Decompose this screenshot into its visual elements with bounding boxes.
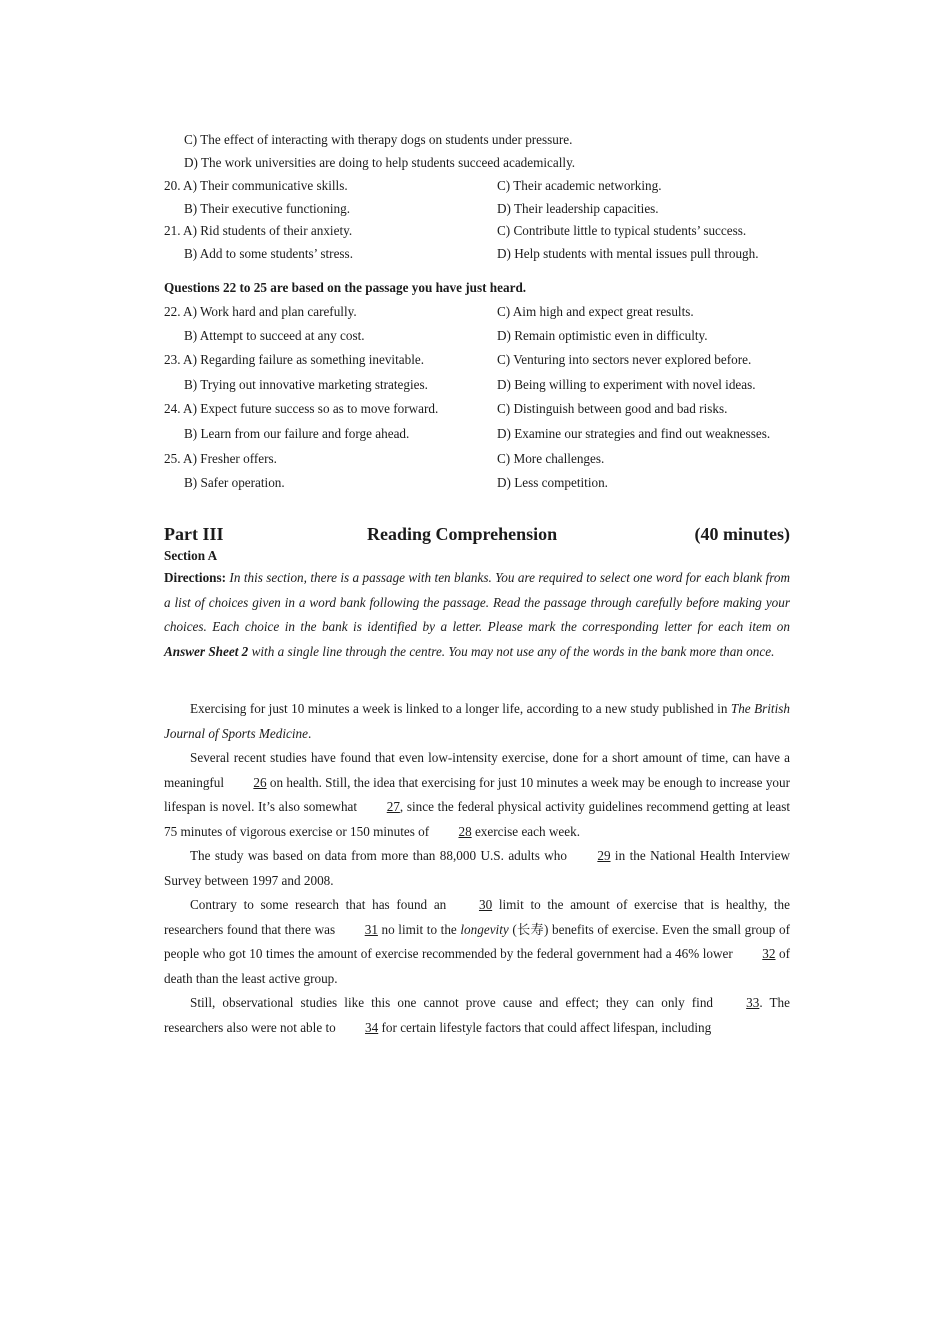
- q22-option-d: D) Remain optimistic even in difficulty.: [497, 328, 708, 343]
- text: .: [307, 725, 312, 741]
- part-heading: [164, 522, 790, 548]
- q20-option-c: C) Their academic networking.: [497, 178, 662, 193]
- q21-option-a: 21. A) Rid students of their anxiety.: [164, 223, 353, 238]
- q20-option-d: D) Their leadership capacities.: [497, 201, 659, 216]
- passage-paragraph-5: [164, 991, 790, 1040]
- q22-option-c: C) Aim high and expect great results.: [497, 304, 694, 319]
- q23-option-c: C) Venturing into sectors never explored before.: [497, 352, 752, 367]
- q24-option-d: D) Examine our strategies and find out weaknesses.: [497, 426, 771, 441]
- q19-option-c: C) The effect of interacting with therapy dogs on students under pressure.: [184, 132, 573, 147]
- text: exercise each week.: [471, 823, 581, 839]
- text: limit to the amount of exercise that is healthy, the researchers found that there was: [164, 897, 790, 937]
- blank-27: 27: [386, 799, 400, 814]
- section-label: Section A: [164, 548, 218, 563]
- text: on health. Still, the idea that exercising for just 10 minutes a week may be enough to increase your lifespan is novel. It’s also somewhat: [164, 774, 791, 814]
- blank-31: 31: [364, 921, 378, 937]
- q24-option-b: B) Learn from our failure and forge ahead.: [184, 426, 410, 441]
- text: Still, observational studies like this one cannot prove cause and effect; they can only find: [190, 995, 721, 1010]
- text: no limit to the: [377, 921, 461, 937]
- q21-option-d: D) Help students with mental issues pull through.: [497, 246, 759, 261]
- reading-passage: [164, 697, 790, 1040]
- text: Several recent studies have found that even low-intensity exercise, done for a short amount of time, can have a meaningful: [164, 750, 790, 790]
- q25-option-c: C) More challenges.: [497, 451, 605, 466]
- directions-text-1: In this section, there is a passage with ten blanks. You are required to select one word for each blank from a list of choices given in a word bank following the passage. Read the passage through carefully before making your choices. Each choice in the bank is identified by a letter. Please mark the corresponding letter for each item on: [164, 570, 790, 634]
- q23-option-b: B) Trying out innovative marketing strategies.: [184, 377, 428, 392]
- text: , since the federal physical activity guidelines recommend getting at least 75 minutes of vigorous exercise or 150 minutes of: [164, 799, 790, 839]
- q25-option-b: B) Safer operation.: [184, 475, 285, 490]
- blank-28: 28: [458, 823, 472, 839]
- q21-option-b: B) Add to some students’ stress.: [184, 246, 353, 261]
- q23-option-a: 23. A) Regarding failure as something inevitable.: [164, 352, 425, 367]
- text: of death than the least active group.: [164, 946, 790, 986]
- q23-option-d: D) Being willing to experiment with novel ideas.: [497, 377, 756, 392]
- q24-option-c: C) Distinguish between good and bad risks.: [497, 401, 728, 416]
- journal-title: The British Journal of Sports Medicine: [164, 701, 790, 741]
- text: in the National Health Interview Survey between 1997 and 2008.: [164, 848, 790, 888]
- text: Exercising for just 10 minutes a week is linked to a longer life, according to a new study published in: [190, 701, 731, 716]
- part-title: Reading Comprehension: [367, 524, 558, 544]
- blank-30: 30: [478, 897, 493, 912]
- q21-option-c: C) Contribute little to typical students’ success.: [497, 223, 747, 238]
- q19-option-d: D) The work universities are doing to help students succeed academically.: [184, 155, 576, 170]
- blank-26: 26: [253, 774, 267, 790]
- q25-option-a: 25. A) Fresher offers.: [164, 451, 277, 466]
- longevity-term: longevity: [460, 921, 509, 937]
- text: Contrary to some research that has found an: [190, 897, 453, 912]
- q20-option-b: B) Their executive functioning.: [184, 201, 351, 216]
- blank-29: 29: [597, 848, 611, 863]
- text: The study was based on data from more than 88,000 U.S. adults who: [190, 848, 572, 863]
- blank-33: 33: [746, 995, 760, 1010]
- text: for certain lifestyle factors that could affect lifespan, including: [378, 1019, 712, 1035]
- passage-paragraph-1: [164, 697, 790, 746]
- q25-option-d: D) Less competition.: [497, 475, 608, 490]
- blank-32: 32: [762, 946, 776, 961]
- passage-paragraph-4: [164, 893, 790, 991]
- passage-paragraph-2: [164, 746, 790, 844]
- passage-paragraph-3: [164, 844, 790, 893]
- q24-option-a: 24. A) Expect future success so as to move forward.: [164, 401, 439, 416]
- passage-heading: Questions 22 to 25 are based on the passage you have just heard.: [164, 280, 527, 295]
- text: benefits of exercise. Even the small group of people who got 10 times the amount of exercise recommended by the federal government had a 46% lower: [164, 921, 790, 961]
- chinese-gloss: (长寿): [508, 921, 549, 937]
- part-time: (40 minutes): [694, 524, 790, 544]
- directions-label: Directions:: [164, 570, 227, 585]
- text: . The researchers also were not able to: [164, 995, 791, 1035]
- q22-option-b: B) Attempt to succeed at any cost.: [184, 328, 365, 343]
- directions: [164, 566, 790, 664]
- q20-option-a: 20. A) Their communicative skills.: [164, 178, 348, 193]
- directions-text-2: with a single line through the centre. You may not use any of the words in the bank more than once.: [248, 643, 775, 659]
- blank-34: 34: [365, 1019, 379, 1035]
- q22-option-a: 22. A) Work hard and plan carefully.: [164, 304, 357, 319]
- answer-sheet-label: Answer Sheet 2: [164, 643, 249, 659]
- part-label: Part III: [164, 524, 224, 544]
